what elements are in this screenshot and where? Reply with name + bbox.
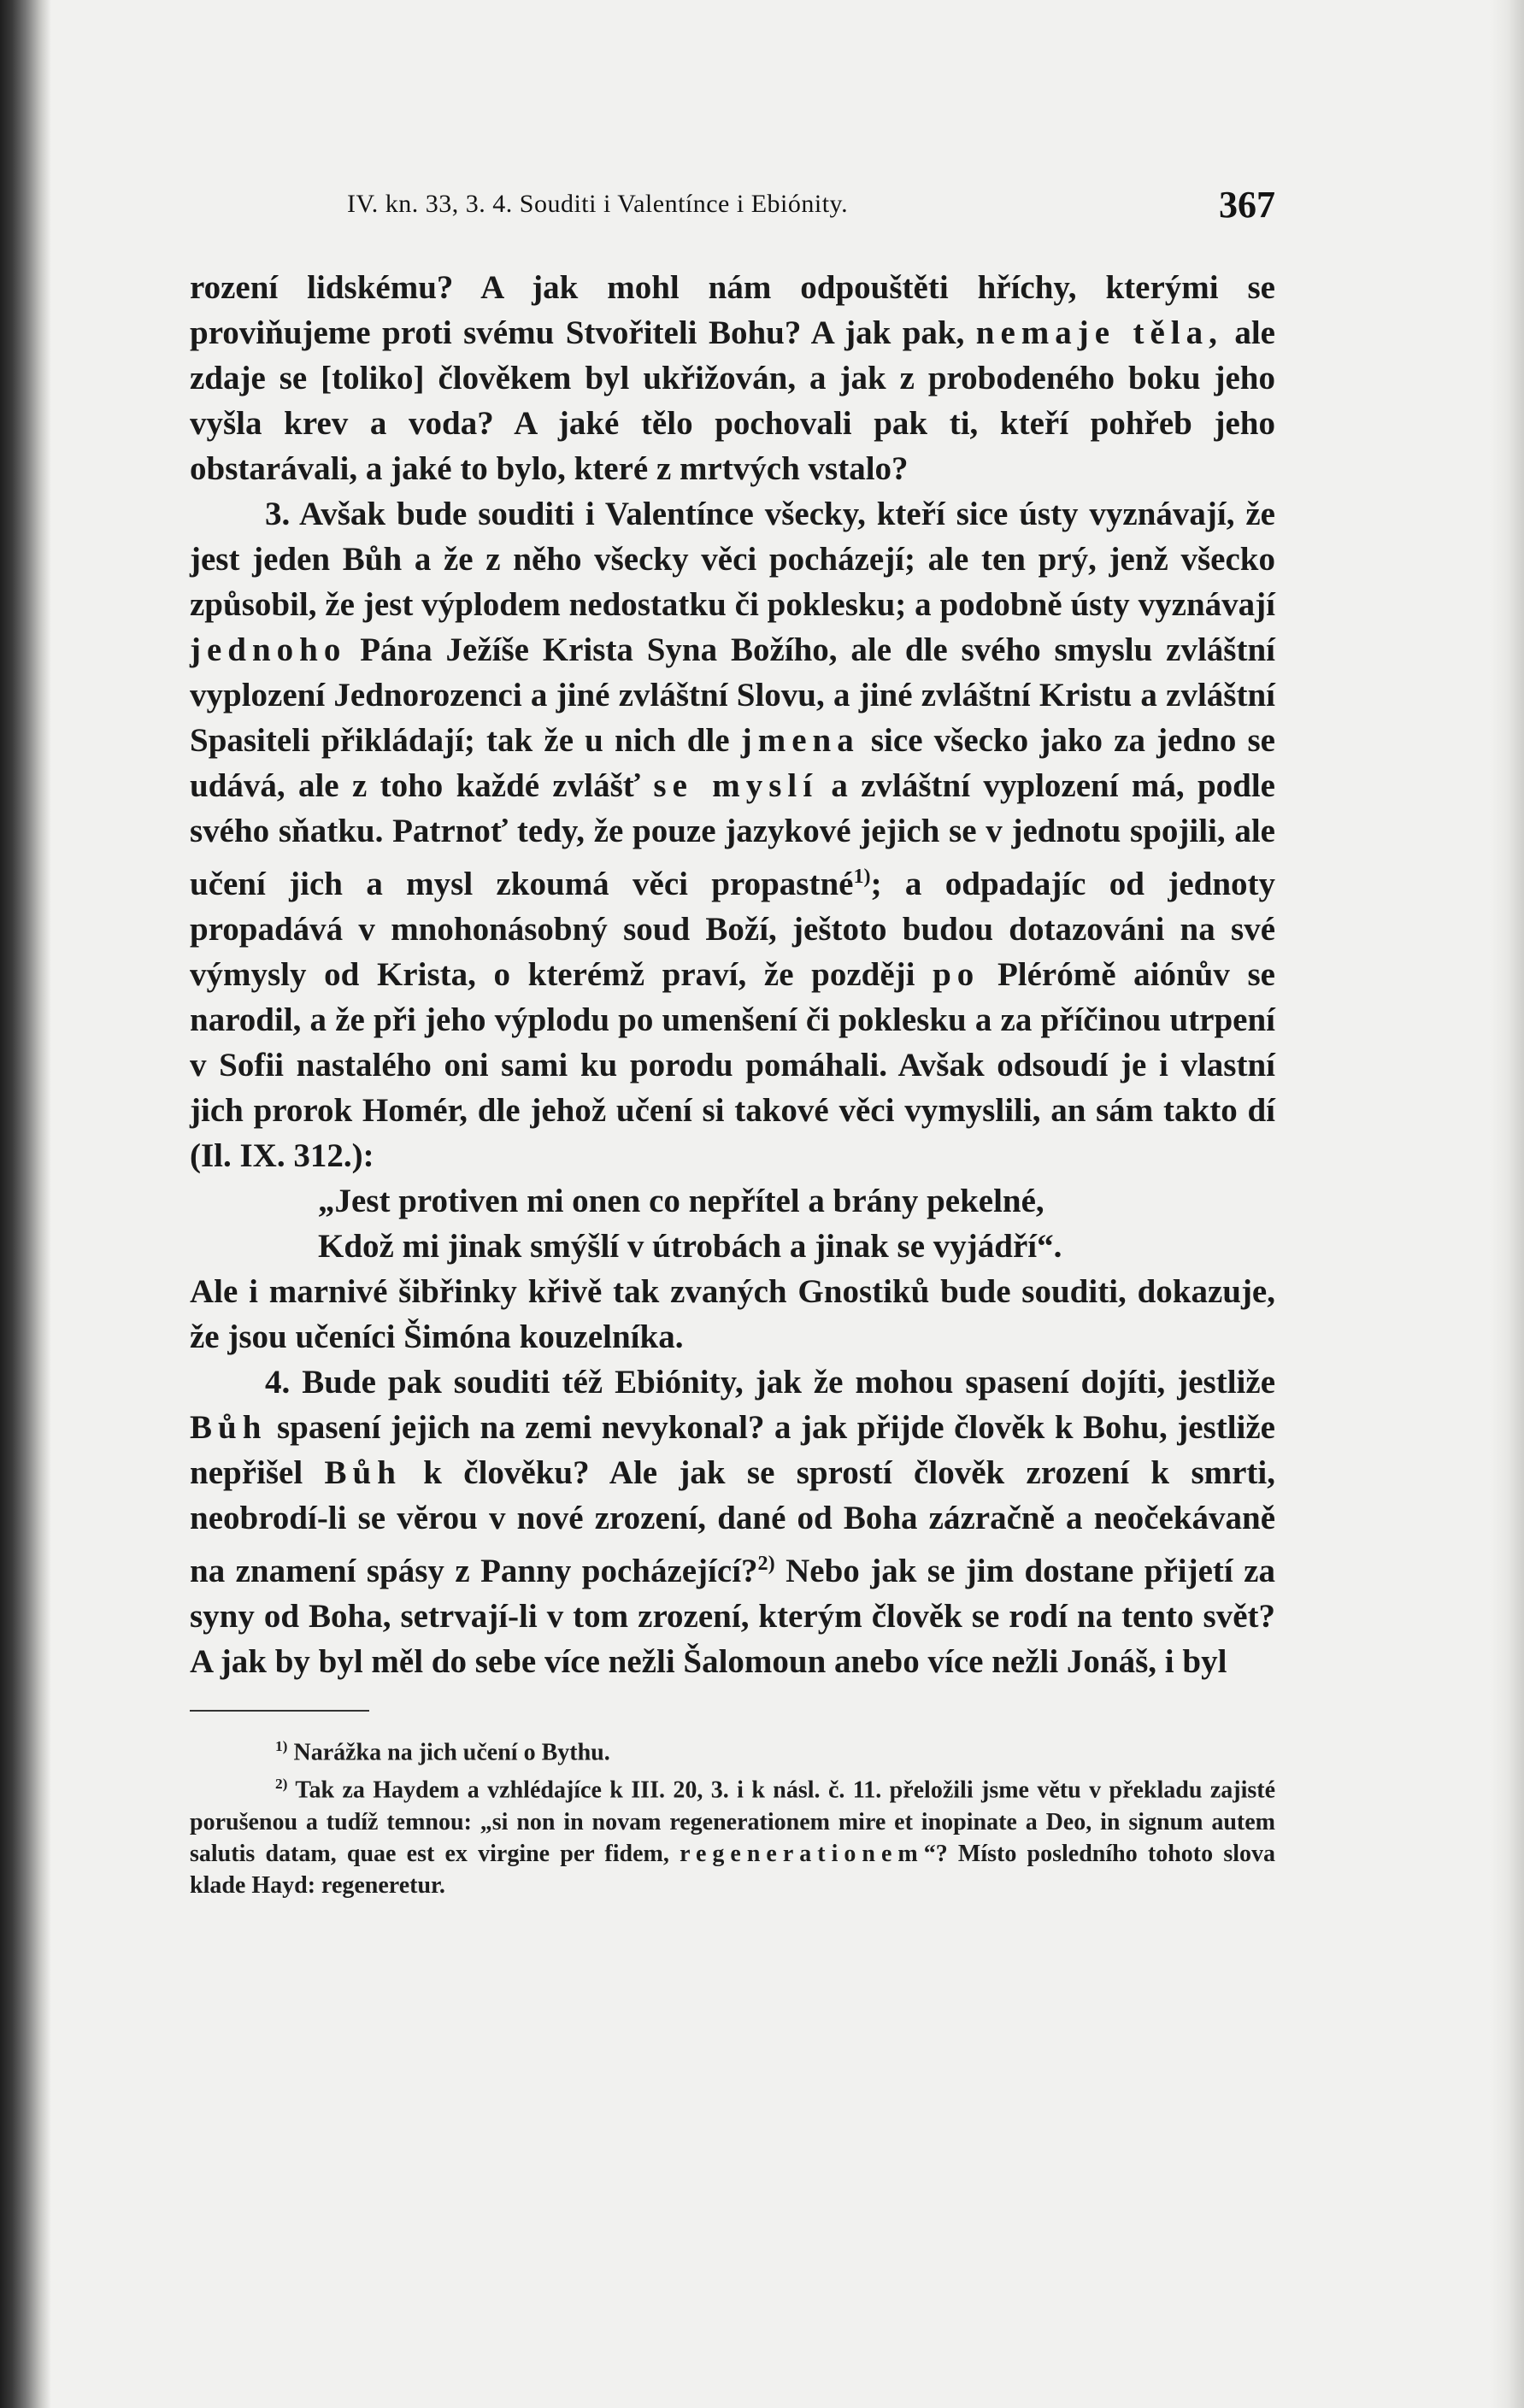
footnote-2-text: Tak za Haydem a vzhlédajíce k III. 20, 3. i k násl. č. 11. přeložili jsme větu v překladu zajisté porušenou a tudíž temnou: „si non in novam regenerationem mire et inopinate a Deo, in signum autem salutis datam, quae est ex virgine per fidem, [190,1777,1275,1867]
quote-line-2: Kdož mi jinak smýšlí v útrobách a jinak se vyjádří“. [318,1228,1062,1265]
page-header [190,178,1275,227]
body-text [190,265,1275,1684]
text-run: rození lidskému? A jak mohl nám odpouštěti hříchy, kterými se proviňujeme proti svému Stvořiteli Bohu? A jak pak, [190,269,1275,351]
paragraph-1 [190,265,1275,491]
text-run: ale zdaje se [toliko] člověkem byl ukřižován, a jak z probodeného boku jeho vyšla krev a voda? A jaké tělo pochovali pak ti, kteří pohřeb jeho obstarávali, a jaké to bylo, které z mrtvých vstalo? [190,314,1275,487]
footnote-1-text: Narážka na jich učení o Bythu. [287,1739,610,1766]
paragraph-3: Ale i marnivé šibřinky křivě tak zvaných Gnostiků bude souditi, dokazuje, že jsou učeníci Šimóna kouzelníka. [190,1273,1275,1355]
spaced-emphasis: jednoho [190,631,347,668]
spaced-emphasis: Bůh [190,1409,268,1446]
footnote-rule [190,1710,369,1712]
spaced-emphasis: po [933,956,980,993]
spaced-emphasis: nemaje těla, [975,314,1223,351]
running-head: IV. kn. 33, 3. 4. Souditi i Valentínce i Ebiónity. [347,190,849,218]
text-run: Pána Ježíše Krista Syna Božího, ale dle svého smyslu zvláštní vyplození Jednorozenci a jiné zvláštní Slovu, a jiné zvláštní Kristu a zvláštní Spasiteli přikládají; tak že u nich dle [190,631,1275,759]
footnote-1 [190,1730,1275,1768]
footnotes [190,1730,1275,1901]
paragraph-2 [190,491,1275,1178]
text-run: a zvláštní vyplození má, podle svého sňatku. Patrnoť tedy, že pouze jazykové jejich se v jednotu spojili, ale učení jich a mysl zkoumá věci propastné [190,767,1275,902]
text-run: Plérómě aiónův se narodil, a že při jeho výplodu po umenšení či poklesku a za příčinou utrpení v Sofii nastalého oni sami ku porodu pomáhali. Avšak odsoudí je i vlastní jich prorok Homér, dle jehož učení si takové věci vymyslili, an sám takto dí (Il. IX. 312.): [190,956,1275,1174]
paragraph-4 [190,1360,1275,1684]
text-run: ; a odpadajíc od jednoty propadává v mnohonásobný soud Boží, ještoto budou dotazováni na své výmysly od Krista, o kterémž praví, že později [190,866,1275,993]
scan-binding-shadow [0,0,51,2408]
footnote-2-text-end: “? Místo posledního tohoto slova klade Hayd: regeneretur. [190,1840,1276,1899]
book-page [190,178,1275,1901]
footnote-2-mark: 2) [275,1776,288,1793]
spaced-emphasis: Bůh [324,1454,402,1491]
spaced-emphasis: regenerationem [680,1840,924,1867]
text-run: 4. Bude pak souditi též Ebiónity, jak že mohou spasení dojíti, jestliže [265,1364,1275,1401]
text-run: 3. Avšak bude souditi i Valentínce všecky, kteří sice ústy vyznávají, že jest jeden Bůh a že z něho všecky věci pocházejí; ale ten prý, jenž všecko způsobil, že jest výplodem nedostatku či poklesku; a podobně ústy vyznávají [190,496,1275,623]
footnote-2 [190,1768,1275,1900]
text-run: k člověku? Ale jak se sprostí člověk zrození k smrti, neobrodí-li se vĕrou v nové zrození, dané od Boha zázračně a neočekávaně na znamení spásy z Panny pocházející? [190,1454,1275,1589]
spaced-emphasis: se myslí [653,767,819,804]
text-run: sice všecko jako za jedno se udává, ale z toho každé zvlášť [190,722,1275,804]
spaced-emphasis: jmena [740,722,860,759]
text-run: Nebo jak se jim dostane přijetí za syny od Boha, setrvají-li v tom zrození, kterým člověk se rodí na tento svět? A jak by byl měl do sebe více nežli Šalomoun anebo více nežli Jonáš, i byl [190,1553,1275,1680]
scan-page-edge [1490,0,1524,2408]
footnote-mark-1: 1) [853,865,871,888]
page-number: 367 [1219,184,1275,226]
quote-line-1: „Jest protiven mi onen co nepřítel a brány pekelné, [318,1183,1044,1219]
footnote-1-mark: 1) [275,1738,288,1754]
footnote-mark-2: 2) [757,1552,775,1575]
text-run: spasení jejich na zemi nevykonal? a jak přijde člověk k Bohu, jestliže nepřišel [190,1409,1275,1491]
